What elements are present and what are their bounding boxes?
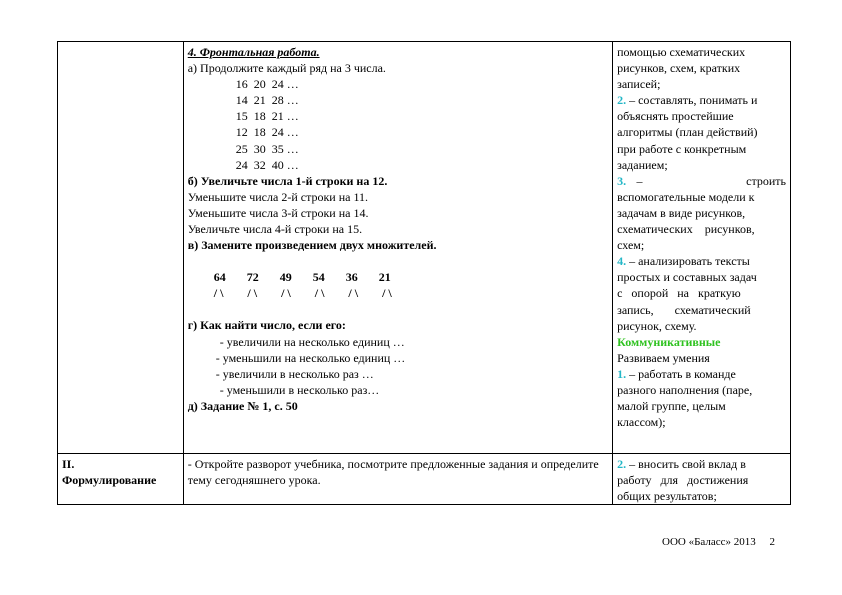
skill-line: объяснять простейшие [617, 109, 734, 124]
task-d: д) Задание № 1, с. 50 [187, 398, 298, 413]
task-g-item: - увеличили в несколько раз … [215, 366, 374, 381]
skill-line: при работе с конкретным [617, 141, 747, 156]
skill-line: с опорой на краткую [617, 286, 741, 301]
sequence-row: 15 18 21 … [235, 109, 299, 124]
skill-line: алгоритмы (план действий) [617, 125, 758, 140]
task-g: г) Как найти число, если его: [187, 318, 346, 333]
stage-cell [58, 42, 184, 454]
activity-text: - Откройте разворот учебника, посмотрите предложенные задания и определите тему сегодняшнего урока. [187, 457, 599, 488]
task-b: б) Увеличьте числа 1-й строки на 12. [187, 173, 388, 188]
activity-cell [183, 454, 612, 505]
lesson-plan-table [57, 41, 791, 505]
task-g-item: - увеличили на несколько единиц … [219, 334, 405, 349]
skill-item-2: 2. – составлять, понимать и [617, 93, 758, 108]
stage-cell [58, 454, 184, 505]
skill-line: задачам в виде рисунков, [617, 205, 746, 220]
skill-line: работу для достижения [617, 473, 749, 488]
skill-line: рисунок, схему. [617, 318, 697, 333]
skill-line: простых и составных задач [617, 270, 757, 285]
skill-line: помощью схематических [617, 45, 746, 59]
skill-line: малой группе, целым [617, 399, 726, 414]
skill-line: общих результатов; [617, 489, 717, 504]
skill-line: записей; [617, 77, 661, 92]
skill-number: 4. [617, 254, 627, 269]
develop-skills: Развиваем умения [617, 350, 710, 365]
sequence-row: 25 30 35 … [235, 141, 299, 156]
skill-item-3: 3. – строить [617, 173, 787, 188]
skills-cell [613, 454, 791, 505]
page-footer: ООО «Баласс» 2013 2 [662, 536, 776, 548]
task-g-item: - уменьшили на несколько единиц … [215, 350, 406, 365]
skill-number: 3. [617, 173, 627, 188]
skill-number: 2. [617, 93, 627, 108]
task-v: в) Замените произведением двух множителей. [187, 238, 437, 253]
skill-item-2: 2. – вносить свой вклад в [617, 457, 746, 471]
skill-item-1: 1. – работать в команде [617, 366, 736, 381]
stage-number: II. [62, 457, 75, 471]
skill-number: 2. [617, 457, 627, 471]
stage-name: Формулирование [62, 473, 157, 488]
products-row: 64 72 49 54 36 21 [213, 270, 391, 285]
table-row [58, 42, 791, 454]
task-b-line: Уменьшите числа 3-й строки на 14. [187, 205, 369, 220]
skill-line: вспомогательные модели к [617, 189, 755, 204]
activity-heading: 4. Фронтальная работа. [187, 45, 320, 59]
task-a: а) Продолжите каждый ряд на 3 числа. [187, 61, 386, 76]
sequence-row: 24 32 40 … [235, 157, 299, 172]
skill-item-4: 4. – анализировать тексты [617, 254, 750, 269]
table-row [58, 454, 791, 505]
sequence-row: 14 21 28 … [235, 93, 299, 108]
sequence-row: 16 20 24 … [235, 77, 299, 92]
skill-line: схем; [617, 238, 645, 253]
skill-line: разного наполнения (паре, [617, 382, 753, 397]
skill-line: запись, схематический [617, 302, 751, 317]
slashes-row: / \ / \ / \ / \ / \ / \ [213, 286, 392, 301]
skill-line: схематических рисунков, [617, 222, 755, 237]
section-heading: Коммуникативные [617, 334, 721, 349]
skill-number: 1. [617, 366, 627, 381]
skill-line: заданием; [617, 157, 668, 172]
task-g-item: - уменьшили в несколько раз… [219, 382, 380, 397]
sequence-row: 12 18 24 … [235, 125, 299, 140]
task-b-line: Увеличьте числа 4-й строки на 15. [187, 222, 363, 237]
skill-line: рисунков, схем, кратких [617, 61, 741, 76]
skills-cell [613, 42, 791, 454]
skill-line: классом); [617, 415, 666, 430]
task-b-line: Уменьшите числа 2-й строки на 11. [187, 189, 369, 204]
activity-cell [183, 42, 612, 454]
